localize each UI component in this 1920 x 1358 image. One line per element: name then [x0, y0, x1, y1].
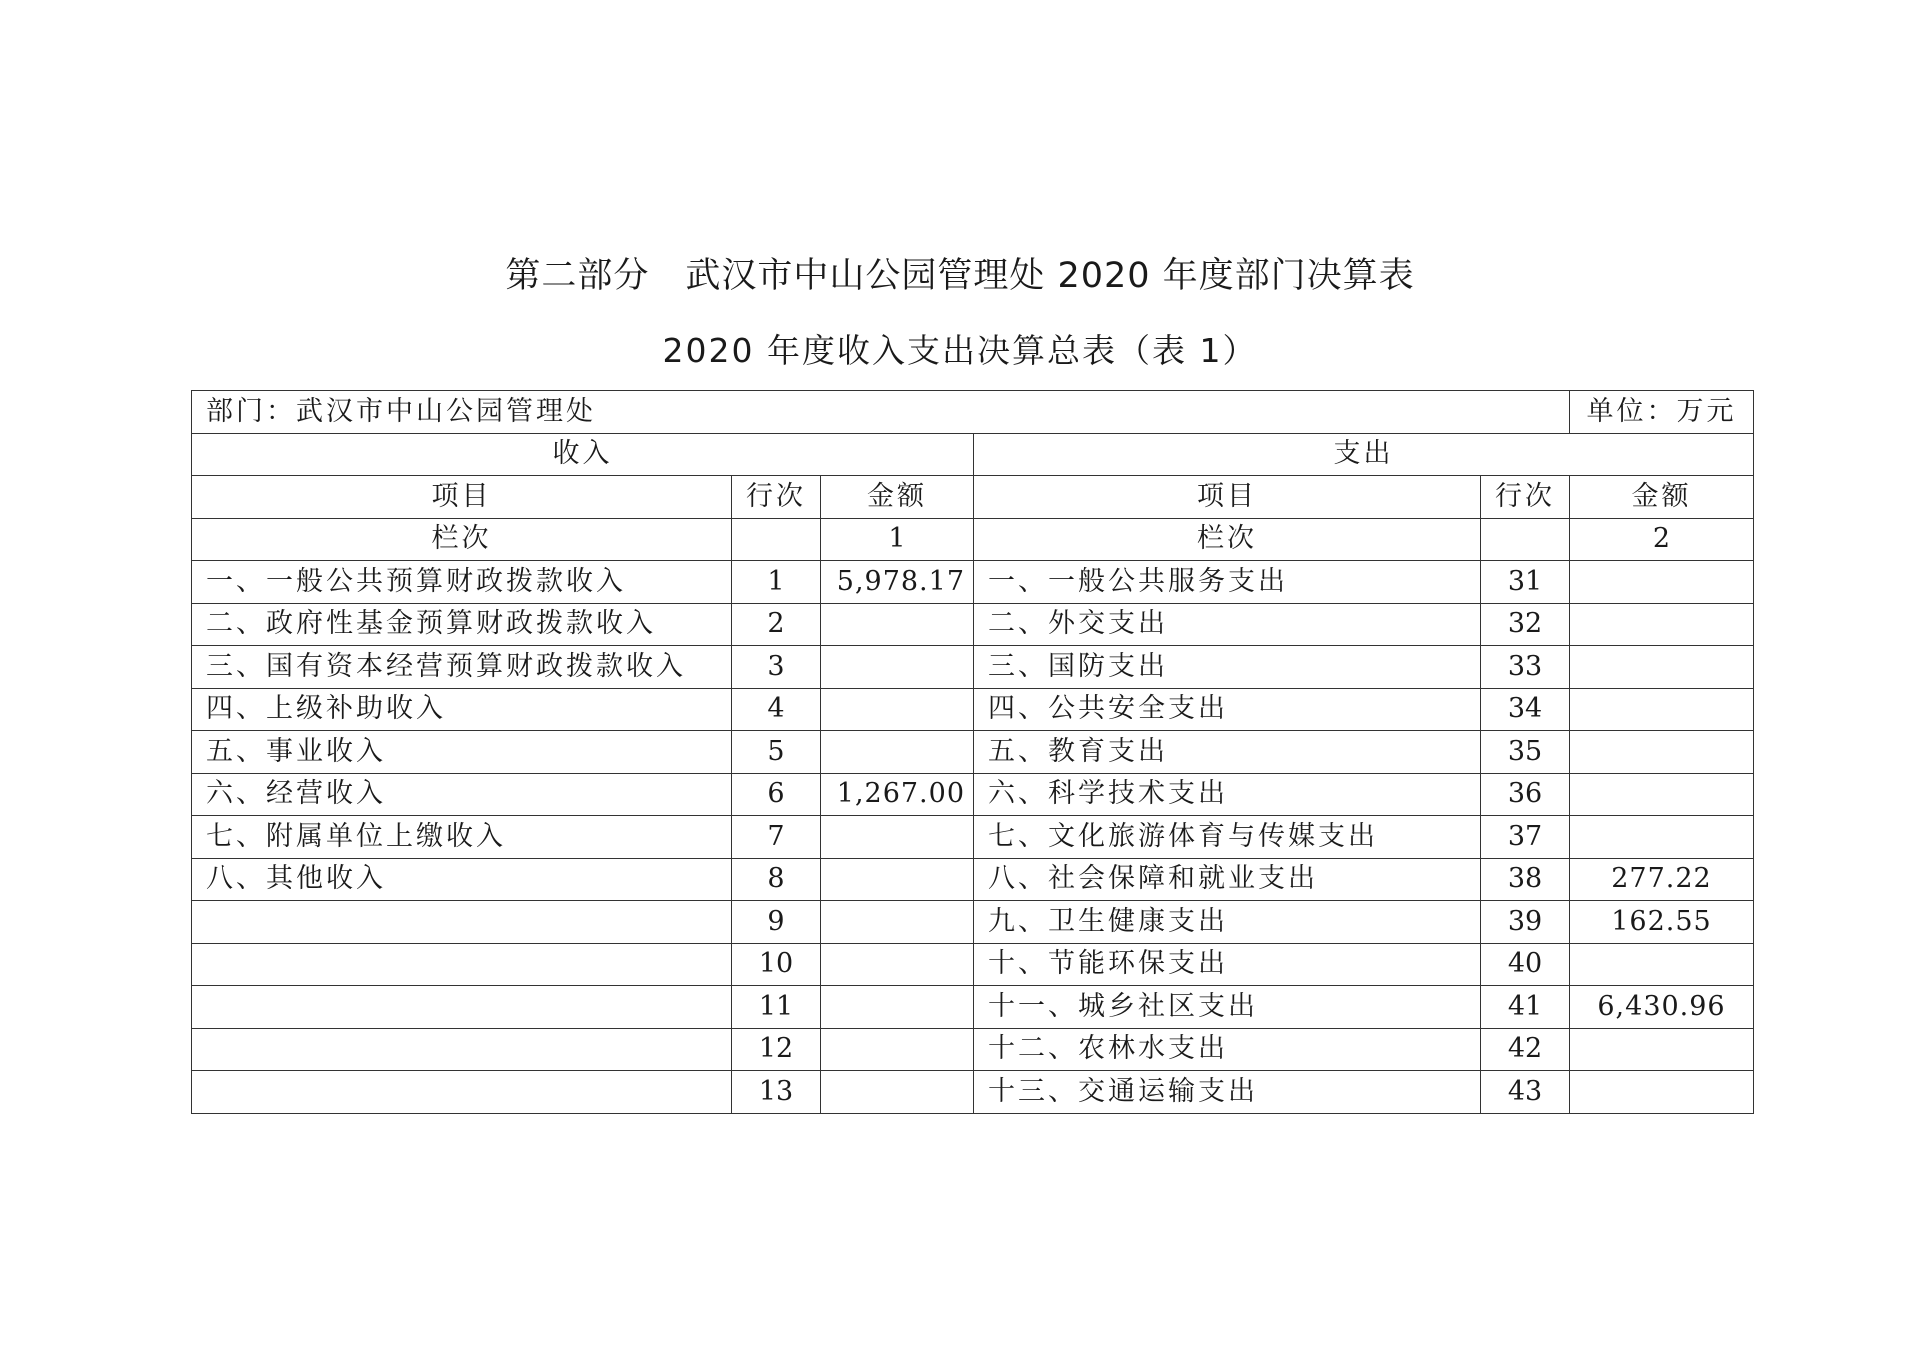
- income-row-no-cell: 5: [732, 731, 821, 774]
- expense-row-no-cell: 43: [1481, 1071, 1570, 1114]
- income-amount-cell: [821, 901, 974, 944]
- income-item-cell: 五、事业收入: [192, 731, 732, 774]
- expense-amount-header: 金额: [1570, 476, 1754, 519]
- expense-item-cell: 五、教育支出: [974, 731, 1481, 774]
- income-row-no-cell: 3: [732, 646, 821, 689]
- expense-item-cell: 二、外交支出: [974, 603, 1481, 646]
- table-row: [192, 816, 1754, 859]
- expense-item-cell: 十三、交通运输支出: [974, 1071, 1481, 1114]
- expense-item-cell: 七、文化旅游体育与传媒支出: [974, 816, 1481, 859]
- expense-row-no-cell: 31: [1481, 561, 1570, 604]
- table-row: [192, 943, 1754, 986]
- income-amount-cell: [821, 646, 974, 689]
- section-header-row: [192, 433, 1754, 476]
- column-number-row: [192, 518, 1754, 561]
- expense-item-header: 项目: [974, 476, 1481, 519]
- income-amount-header: 金额: [821, 476, 974, 519]
- income-column-no-blank: [732, 518, 821, 561]
- expense-row-no-cell: 38: [1481, 858, 1570, 901]
- expense-row-no-cell: 40: [1481, 943, 1570, 986]
- table-row: [192, 773, 1754, 816]
- expense-amount-cell: [1570, 1071, 1754, 1114]
- table-row: [192, 731, 1754, 774]
- income-item-cell: [192, 986, 732, 1029]
- expense-item-cell: 十、节能环保支出: [974, 943, 1481, 986]
- income-row-no-cell: 10: [732, 943, 821, 986]
- income-row-no-cell: 7: [732, 816, 821, 859]
- expense-amount-cell: [1570, 816, 1754, 859]
- expense-item-cell: 三、国防支出: [974, 646, 1481, 689]
- income-row-no-cell: 2: [732, 603, 821, 646]
- income-amount-cell: 1,267.00: [821, 773, 974, 816]
- income-amount-cell: [821, 943, 974, 986]
- table-row: [192, 688, 1754, 731]
- income-item-cell: 八、其他收入: [192, 858, 732, 901]
- budget-summary-table: [191, 390, 1754, 1114]
- expense-amount-cell: 6,430.96: [1570, 986, 1754, 1029]
- table-meta-row: [192, 391, 1754, 434]
- expense-row-no-cell: 39: [1481, 901, 1570, 944]
- income-row-no-cell: 6: [732, 773, 821, 816]
- expense-item-cell: 四、公共安全支出: [974, 688, 1481, 731]
- expense-row-no-cell: 42: [1481, 1028, 1570, 1071]
- income-amount-cell: [821, 986, 974, 1029]
- income-item-cell: 三、国有资本经营预算财政拨款收入: [192, 646, 732, 689]
- expense-row-no-cell: 37: [1481, 816, 1570, 859]
- unit-label: 单位：万元: [1570, 391, 1754, 434]
- expense-item-cell: 十一、城乡社区支出: [974, 986, 1481, 1029]
- expense-column-no-label: 栏次: [974, 518, 1481, 561]
- expense-item-cell: 一、一般公共服务支出: [974, 561, 1481, 604]
- income-column-no: 1: [821, 518, 974, 561]
- table-row: [192, 901, 1754, 944]
- expense-row-no-cell: 35: [1481, 731, 1570, 774]
- income-item-cell: [192, 943, 732, 986]
- income-row-no-cell: 1: [732, 561, 821, 604]
- table-title: 2020 年度收入支出决算总表（表 1）: [662, 331, 1258, 370]
- expense-amount-cell: 162.55: [1570, 901, 1754, 944]
- income-item-cell: [192, 901, 732, 944]
- income-amount-cell: [821, 603, 974, 646]
- expense-amount-cell: [1570, 943, 1754, 986]
- income-amount-cell: [821, 1028, 974, 1071]
- page-title: 第二部分 武汉市中山公园管理处 2020 年度部门决算表: [505, 256, 1415, 296]
- expense-amount-cell: 277.22: [1570, 858, 1754, 901]
- income-amount-cell: [821, 858, 974, 901]
- table-row: [192, 603, 1754, 646]
- department-label: 部门：武汉市中山公园管理处: [192, 391, 1570, 434]
- income-row-no-cell: 11: [732, 986, 821, 1029]
- expense-header: 支出: [974, 433, 1754, 476]
- income-row-header: 行次: [732, 476, 821, 519]
- expense-amount-cell: [1570, 773, 1754, 816]
- expense-item-cell: 九、卫生健康支出: [974, 901, 1481, 944]
- column-header-row: [192, 476, 1754, 519]
- table-row: [192, 986, 1754, 1029]
- table-row: [192, 1071, 1754, 1114]
- expense-row-no-cell: 34: [1481, 688, 1570, 731]
- expense-amount-cell: [1570, 603, 1754, 646]
- expense-item-cell: 十二、农林水支出: [974, 1028, 1481, 1071]
- expense-column-no-blank: [1481, 518, 1570, 561]
- income-amount-cell: 5,978.17: [821, 561, 974, 604]
- table-row: [192, 1028, 1754, 1071]
- income-item-header: 项目: [192, 476, 732, 519]
- income-row-no-cell: 12: [732, 1028, 821, 1071]
- income-row-no-cell: 13: [732, 1071, 821, 1114]
- expense-item-cell: 八、社会保障和就业支出: [974, 858, 1481, 901]
- expense-item-cell: 六、科学技术支出: [974, 773, 1481, 816]
- income-amount-cell: [821, 816, 974, 859]
- expense-amount-cell: [1570, 1028, 1754, 1071]
- table-row: [192, 858, 1754, 901]
- table-row: [192, 646, 1754, 689]
- income-item-cell: 七、附属单位上缴收入: [192, 816, 732, 859]
- income-header: 收入: [192, 433, 974, 476]
- income-row-no-cell: 4: [732, 688, 821, 731]
- table-row: [192, 561, 1754, 604]
- expense-row-header: 行次: [1481, 476, 1570, 519]
- income-amount-cell: [821, 731, 974, 774]
- income-item-cell: [192, 1028, 732, 1071]
- income-amount-cell: [821, 688, 974, 731]
- expense-amount-cell: [1570, 561, 1754, 604]
- expense-amount-cell: [1570, 688, 1754, 731]
- expense-row-no-cell: 36: [1481, 773, 1570, 816]
- income-column-no-label: 栏次: [192, 518, 732, 561]
- expense-row-no-cell: 32: [1481, 603, 1570, 646]
- expense-row-no-cell: 33: [1481, 646, 1570, 689]
- expense-row-no-cell: 41: [1481, 986, 1570, 1029]
- income-item-cell: 四、上级补助收入: [192, 688, 732, 731]
- income-row-no-cell: 8: [732, 858, 821, 901]
- income-item-cell: 六、经营收入: [192, 773, 732, 816]
- income-amount-cell: [821, 1071, 974, 1114]
- income-item-cell: [192, 1071, 732, 1114]
- expense-column-no: 2: [1570, 518, 1754, 561]
- expense-amount-cell: [1570, 646, 1754, 689]
- income-item-cell: 一、一般公共预算财政拨款收入: [192, 561, 732, 604]
- expense-amount-cell: [1570, 731, 1754, 774]
- income-item-cell: 二、政府性基金预算财政拨款收入: [192, 603, 732, 646]
- income-row-no-cell: 9: [732, 901, 821, 944]
